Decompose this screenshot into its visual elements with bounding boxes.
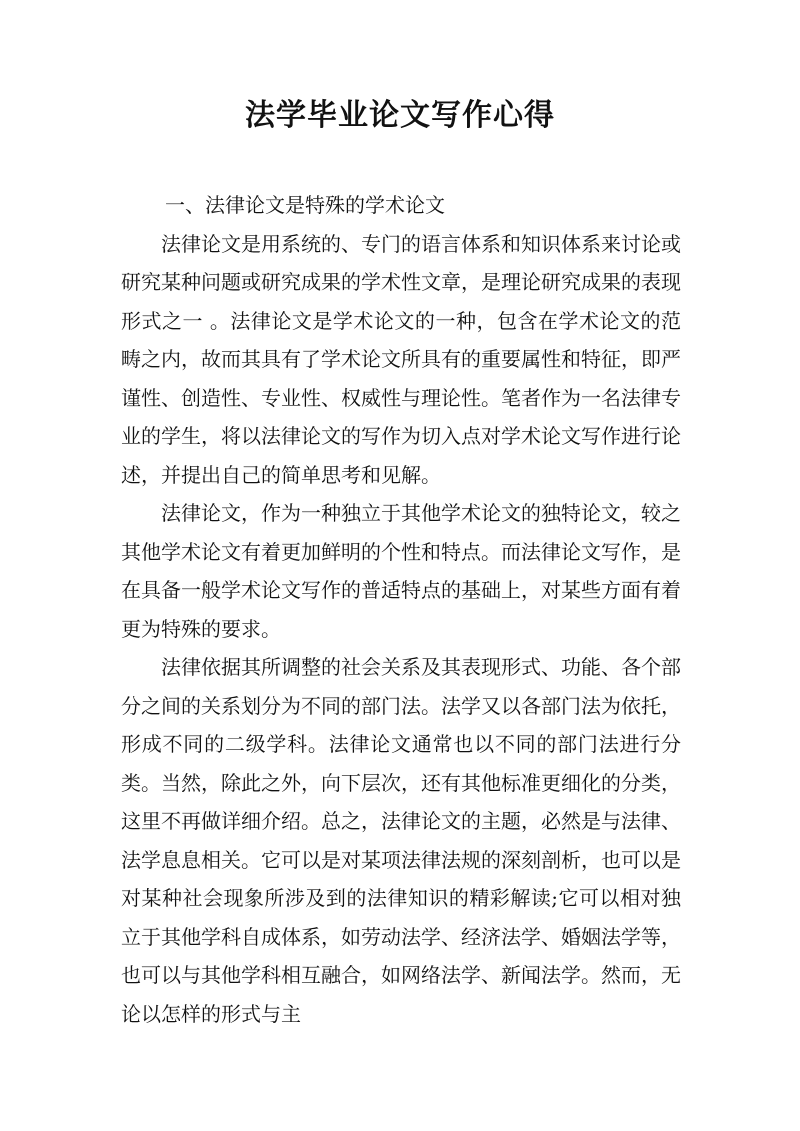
section-heading: 一、法律论文是特殊的学术论文 bbox=[165, 193, 445, 217]
paragraph-characteristics: 法律论文，作为一种独立于其他学术论文的独特论文，较之其他学术论文有着更加鲜明的个性和特点。而法律论文写作，是在具备一般学术论文写作的普适特点的基础上，对某些方面有着更为特殊的要求。 bbox=[121, 501, 681, 641]
paragraph-classification: 法律依据其所调整的社会关系及其表现形式、功能、各个部分之间的关系划分为不同的部门法。法学又以各部门法为依托，形成不同的二级学科。法律论文通常也以不同的部门法进行分类。当然，除此之外，向下层次，还有其他标准更细化的分类，这里不再做详细介绍。总之，法律论文的主题，必然是与法律、法学息息相关。它可以是对某项法律法规的深刻剖析，也可以是对某种社会现象所涉及到的法律知识的精彩解读;它可以相对独立于其他学科自成体系，如劳动法学、经济法学、婚姻法学等，也可以与其他学科相互融合，如网络法学、新闻法学。然而，无论以怎样的形式与主 bbox=[121, 655, 681, 1026]
paragraph-definition: 法律论文是用系统的、专门的语言体系和知识体系来讨论或研究某种问题或研究成果的学术性文章，是理论研究成果的表现形式之一 。法律论文是学术论文的一种，包含在学术论文的范畴之内，故而其具有了学术论文所具有的重要属性和特征，即严谨性、创造性、专业性、权威性与理论性。笔者作为一名法律专业的学生，将以法律论文的写作为切入点对学术论文写作进行论述，并提出自己的简单思考和见解。 bbox=[121, 231, 681, 487]
document-title: 法学毕业论文写作心得 bbox=[245, 98, 555, 133]
document-body bbox=[121, 186, 681, 1033]
